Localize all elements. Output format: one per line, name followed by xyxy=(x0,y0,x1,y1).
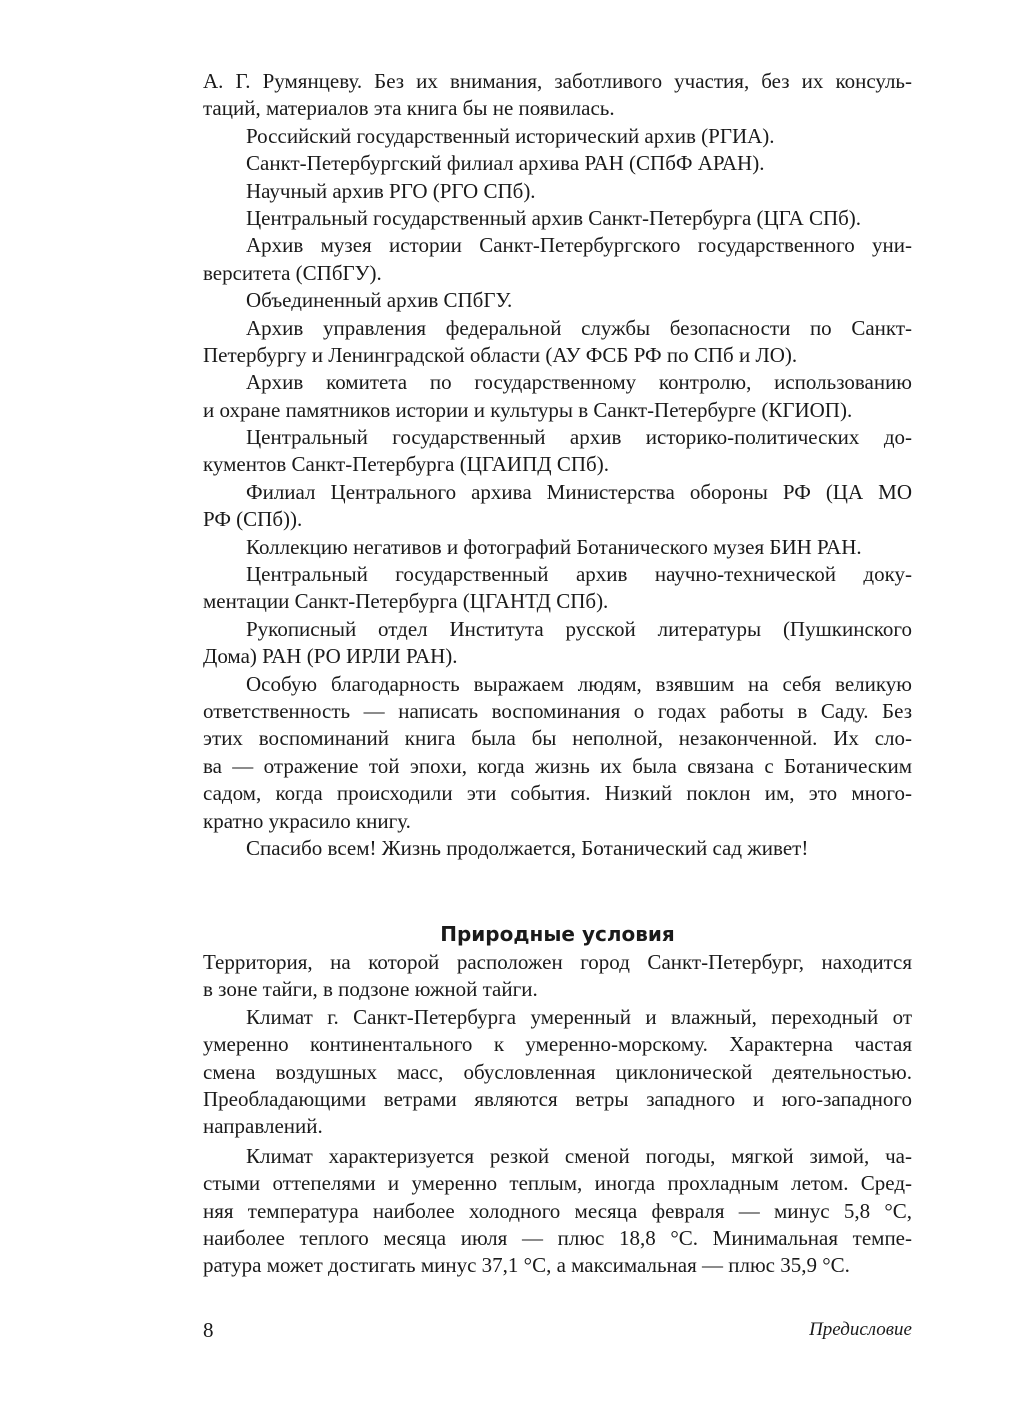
text-line: Объединенный архив СПбГУ. xyxy=(246,288,513,313)
text-line: Коллекцию негативов и фотографий Ботанического музея БИН РАН. xyxy=(246,534,862,559)
paragraph xyxy=(203,123,912,150)
paragraph xyxy=(203,561,912,616)
text-line: ответственность — написать воспоминания о годах работы в Саду. Без xyxy=(203,698,912,723)
text-line: Центральный государственный архив Санкт-Петербурга (ЦГА СПб). xyxy=(246,205,862,230)
paragraph xyxy=(203,205,912,232)
paragraph xyxy=(203,1004,912,1141)
text-line: Рукописный отдел Института русской литературы (Пушкинского xyxy=(246,616,912,641)
body-text-section-acknowledgements xyxy=(203,68,912,862)
text-line: садом, когда происходили эти события. Низкий поклон им, это много- xyxy=(203,781,912,806)
text-line: Спасибо всем! Жизнь продолжается, Ботанический сад живет! xyxy=(246,835,809,860)
text-line: Дома) РАН (РО ИРЛИ РАН). xyxy=(203,644,458,669)
text-line: направлений. xyxy=(203,1114,323,1139)
paragraph xyxy=(203,369,912,424)
paragraph xyxy=(203,178,912,205)
text-line: Научный архив РГО (РГО СПб). xyxy=(246,178,536,203)
text-line: этих воспоминаний книга была бы неполной, незаконченной. Их сло- xyxy=(203,726,912,751)
paragraph xyxy=(203,949,912,1004)
paragraph xyxy=(203,1143,912,1280)
paragraph xyxy=(203,315,912,370)
paragraph xyxy=(203,150,912,177)
paragraph xyxy=(203,616,912,671)
text-line: Климат г. Санкт-Петербурга умеренный и влажный, переходный от xyxy=(246,1004,912,1029)
running-title: Предисловие xyxy=(809,1319,912,1340)
text-line: Санкт-Петербургский филиал архива РАН (СПбФ АРАН). xyxy=(246,151,765,176)
text-line: няя температура наиболее холодного месяца февраля — минус 5,8 °C, xyxy=(203,1198,912,1223)
text-line: смена воздушных масс, обусловленная циклонической деятельностью. xyxy=(203,1059,912,1084)
text-line: наиболее теплого месяца июля — плюс 18,8 °C. Минимальная темпе- xyxy=(203,1225,912,1250)
text-line: Архив музея истории Санкт-Петербургского государственного уни- xyxy=(246,233,912,258)
text-line: и охране памятников истории и культуры в Санкт-Петербурге (КГИОП). xyxy=(203,397,853,422)
text-line: стыми оттепелями и умеренно теплым, иногда прохладным летом. Сред- xyxy=(203,1171,912,1196)
text-line: умеренно континентального к умеренно-морскому. Характерна частая xyxy=(203,1032,912,1057)
text-line: Климат характеризуется резкой сменой погоды, мягкой зимой, ча- xyxy=(246,1143,912,1168)
text-line: Российский государственный исторический архив (РГИА). xyxy=(246,123,775,148)
text-line: А. Г. Румянцеву. Без их внимания, заботливого участия, без их консуль- xyxy=(203,69,912,93)
paragraph xyxy=(203,287,912,314)
body-text-section-natural-conditions xyxy=(203,949,912,1280)
text-line: Филиал Центрального архива Министерства обороны РФ (ЦА МО xyxy=(246,479,912,504)
paragraph xyxy=(203,835,912,862)
paragraph xyxy=(203,68,912,123)
text-line: ментации Санкт-Петербурга (ЦГАНТД СПб). xyxy=(203,589,609,614)
text-line: Архив комитета по государственному контролю, использованию xyxy=(246,370,912,395)
paragraph xyxy=(203,534,912,561)
text-line: Архив управления федеральной службы безопасности по Санкт- xyxy=(246,315,912,340)
text-line: ратура может достигать минус 37,1 °C, а максимальная — плюс 35,9 °C. xyxy=(203,1253,850,1278)
page-number: 8 xyxy=(203,1318,214,1342)
paragraph xyxy=(203,424,912,479)
text-line: Особую благодарность выражаем людям, взявшим на себя великую xyxy=(246,671,912,696)
text-line: РФ (СПб)). xyxy=(203,507,303,532)
text-line: Центральный государственный архив историко-политических до- xyxy=(246,425,912,450)
text-line: в зоне тайги, в подзоне южной тайги. xyxy=(203,977,538,1002)
text-line: ва — отражение той эпохи, когда жизнь их была связана с Ботаническим xyxy=(203,753,912,778)
paragraph xyxy=(203,479,912,534)
paragraph xyxy=(203,232,912,287)
text-line: Территория, на которой расположен город Санкт-Петербург, находится xyxy=(203,950,912,974)
text-line: Центральный государственный архив научно-технической доку- xyxy=(246,562,912,587)
text-line: Петербургу и Ленинградской области (АУ ФСБ РФ по СПб и ЛО). xyxy=(203,342,798,367)
text-line: кратно украсило книгу. xyxy=(203,808,411,833)
section-heading: Природные условия xyxy=(440,921,675,946)
text-line: Преобладающими ветрами являются ветры западного и юго-западного xyxy=(203,1086,912,1111)
text-line: кументов Санкт-Петербурга (ЦГАИПД СПб). xyxy=(203,452,609,477)
text-line: верситета (СПбГУ). xyxy=(203,260,382,285)
text-line: таций, материалов эта книга бы не появилась. xyxy=(203,96,615,121)
paragraph xyxy=(203,671,912,835)
